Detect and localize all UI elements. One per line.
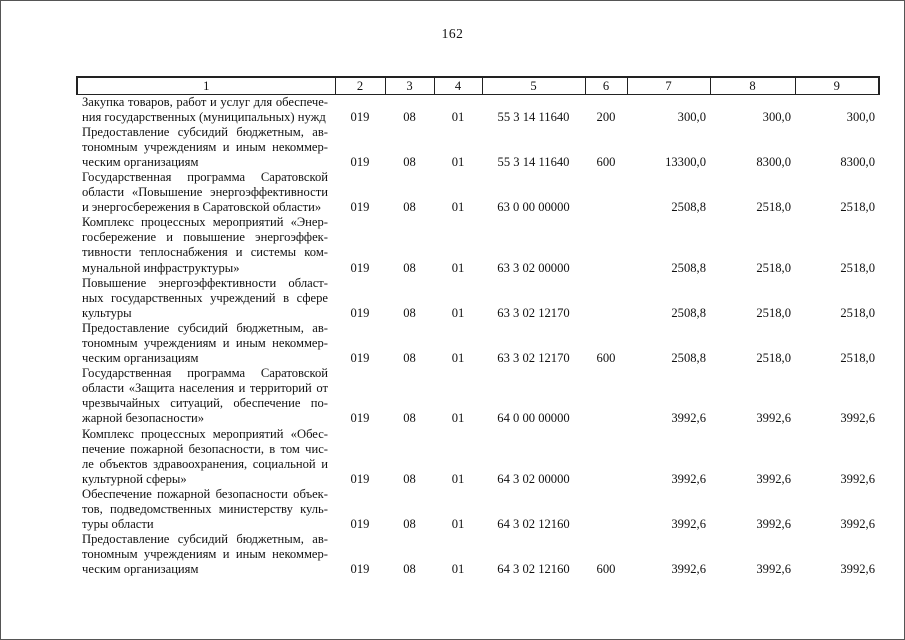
cell-name: [77, 487, 335, 532]
cell-grbs-code: 019: [350, 562, 370, 577]
cell-target-article-code: 63 3 02 00000: [497, 260, 570, 275]
cell-expense-type-code: [585, 215, 627, 275]
name-line: области «Защита населения и территорий от: [82, 381, 328, 396]
cell-target-article-code: 55 3 14 11640: [497, 154, 570, 169]
cell-name: [77, 170, 335, 215]
name-line: ческим организациям: [82, 154, 199, 169]
name-line: тов, подведомственных министерству куль-: [82, 502, 328, 517]
cell-amount-year3: 3992,6: [840, 411, 875, 426]
cell-amount-year1: 3992,6: [671, 562, 706, 577]
cell-amount-year3: 8300,0: [840, 154, 875, 169]
cell-section-code: 08: [403, 109, 416, 124]
cell-expense-type-code: [585, 487, 627, 532]
table-row: [77, 321, 879, 366]
cell-subsection-code: 01: [451, 154, 465, 169]
cell-amount-year2: 2518,0: [756, 351, 791, 366]
cell-amount-year1: 2508,8: [671, 200, 706, 215]
cell-amount-year2: 3992,6: [756, 562, 791, 577]
name-line: ческим организациям: [82, 351, 199, 366]
cell-name: [77, 366, 335, 426]
name-line: Предоставление субсидий бюджетным, ав-: [82, 532, 328, 547]
table-row: [77, 532, 879, 577]
cell-amount-year3: 3992,6: [840, 471, 875, 486]
name-line: ле объектов здравоохранения, социальной и: [82, 456, 328, 471]
cell-amount-year1: 3992,6: [671, 411, 706, 426]
name-line: Комплекс процессных мероприятий «Энер-: [82, 215, 328, 230]
name-line: Повышение энергоэффективности област-: [82, 275, 328, 290]
cell-target-article-code: 63 0 00 00000: [497, 200, 570, 215]
table-header: [77, 77, 879, 94]
name-line: Обеспечение пожарной безопасности объек-: [82, 486, 328, 501]
cell-name: [77, 215, 335, 275]
name-line: Комплекс процессных мероприятий «Обес-: [82, 426, 328, 441]
cell-amount-year2: 2518,0: [756, 200, 791, 215]
cell-amount-year1: 3992,6: [671, 471, 706, 486]
cell-expense-type-code: [585, 427, 627, 487]
cell-section-code: 08: [403, 411, 416, 426]
name-line: туры области: [82, 517, 154, 532]
name-line: культуры: [82, 305, 132, 320]
cell-target-article-code: 64 3 02 00000: [497, 471, 570, 486]
cell-expense-type-code: 600: [596, 562, 616, 577]
cell-expense-type-code: 600: [596, 351, 616, 366]
cell-grbs-code: 019: [350, 154, 370, 169]
name-line: культурной сферы»: [82, 471, 187, 486]
header-col-2: 2: [335, 77, 385, 94]
table-row: [77, 427, 879, 487]
cell-target-article-code: 64 3 02 12160: [497, 517, 570, 532]
cell-name: [77, 321, 335, 366]
cell-section-code: 08: [403, 351, 416, 366]
cell-subsection-code: 01: [451, 260, 465, 275]
cell-amount-year2: 3992,6: [756, 471, 791, 486]
table-row: [77, 487, 879, 532]
budget-table: [76, 76, 880, 578]
cell-target-article-code: 55 3 14 11640: [497, 109, 570, 124]
cell-grbs-code: 019: [350, 260, 370, 275]
cell-grbs-code: 019: [350, 200, 370, 215]
table-row: [77, 276, 879, 321]
name-line: Предоставление субсидий бюджетным, ав-: [82, 124, 328, 139]
header-col-1: 1: [77, 77, 335, 94]
name-line: мунальной инфраструктуры»: [82, 260, 240, 275]
header-col-4: 4: [434, 77, 482, 94]
cell-name: [77, 532, 335, 577]
cell-grbs-code: 019: [350, 471, 370, 486]
cell-subsection-code: 01: [451, 411, 465, 426]
cell-expense-type-code: 600: [596, 154, 616, 169]
cell-amount-year2: 3992,6: [756, 411, 791, 426]
header-col-8: 8: [710, 77, 795, 94]
name-line: тономным учреждениям и иным некоммер-: [82, 547, 328, 562]
table-row: [77, 125, 879, 170]
header-col-5: 5: [482, 77, 585, 94]
cell-target-article-code: 64 0 00 00000: [497, 411, 570, 426]
name-line: Закупка товаров, работ и услуг для обеспече-: [82, 94, 328, 109]
cell-amount-year1: 2508,8: [671, 351, 706, 366]
cell-section-code: 08: [403, 305, 416, 320]
header-col-6: 6: [585, 77, 627, 94]
table-row: [77, 170, 879, 215]
name-line: печение пожарной безопасности, в том чис-: [82, 441, 328, 456]
cell-expense-type-code: [585, 366, 627, 426]
cell-amount-year1: 3992,6: [671, 517, 706, 532]
cell-amount-year1: 300,0: [677, 109, 706, 124]
cell-expense-type-code: 200: [596, 109, 616, 124]
cell-grbs-code: 019: [350, 411, 370, 426]
header-row: [77, 77, 879, 94]
name-line: Государственная программа Саратовской: [82, 169, 328, 184]
cell-grbs-code: 019: [350, 305, 370, 320]
name-line: жарной безопасности»: [82, 411, 205, 426]
name-line: и энергосбережения в Саратовской области»: [82, 200, 322, 215]
table-row: [77, 366, 879, 426]
table-row: [77, 215, 879, 275]
cell-section-code: 08: [403, 200, 416, 215]
cell-amount-year2: 300,0: [762, 109, 791, 124]
cell-amount-year3: 2518,0: [840, 305, 875, 320]
cell-grbs-code: 019: [350, 351, 370, 366]
name-line: Предоставление субсидий бюджетным, ав-: [82, 320, 328, 335]
cell-subsection-code: 01: [451, 517, 465, 532]
cell-subsection-code: 01: [451, 562, 465, 577]
cell-amount-year2: 3992,6: [756, 517, 791, 532]
cell-amount-year1: 2508,8: [671, 260, 706, 275]
cell-section-code: 08: [403, 562, 416, 577]
header-col-9: 9: [795, 77, 879, 94]
table-row: [77, 94, 879, 125]
cell-subsection-code: 01: [451, 200, 465, 215]
table-body: [77, 94, 879, 578]
cell-amount-year3: 2518,0: [840, 351, 875, 366]
cell-amount-year2: 2518,0: [756, 260, 791, 275]
cell-subsection-code: 01: [451, 305, 465, 320]
name-line: ных государственных учреждений в сфере: [82, 290, 328, 305]
cell-grbs-code: 019: [350, 109, 370, 124]
cell-section-code: 08: [403, 154, 416, 169]
cell-subsection-code: 01: [451, 471, 465, 486]
cell-amount-year3: 3992,6: [840, 562, 875, 577]
name-line: области «Повышение энергоэффективности: [82, 185, 328, 200]
name-line: Государственная программа Саратовской: [82, 366, 328, 381]
cell-amount-year1: 2508,8: [671, 305, 706, 320]
name-line: тивности теплоснабжения и системы ком-: [82, 245, 328, 260]
cell-target-article-code: 63 3 02 12170: [497, 351, 570, 366]
header-col-3: 3: [385, 77, 434, 94]
cell-expense-type-code: [585, 276, 627, 321]
cell-target-article-code: 63 3 02 12170: [497, 305, 570, 320]
cell-amount-year2: 8300,0: [756, 154, 791, 169]
cell-name: [77, 276, 335, 321]
cell-amount-year3: 2518,0: [840, 260, 875, 275]
page-number: 162: [441, 26, 464, 41]
cell-amount-year2: 2518,0: [756, 305, 791, 320]
cell-subsection-code: 01: [451, 351, 465, 366]
cell-name: [77, 125, 335, 170]
header-col-7: 7: [627, 77, 710, 94]
cell-amount-year1: 13300,0: [665, 154, 706, 169]
cell-amount-year3: 2518,0: [840, 200, 875, 215]
cell-amount-year3: 3992,6: [840, 517, 875, 532]
cell-section-code: 08: [403, 471, 416, 486]
cell-section-code: 08: [403, 517, 416, 532]
cell-section-code: 08: [403, 260, 416, 275]
cell-expense-type-code: [585, 170, 627, 215]
cell-name: [77, 427, 335, 487]
cell-target-article-code: 64 3 02 12160: [497, 562, 570, 577]
name-line: ния государственных (муниципальных) нужд: [82, 109, 326, 124]
name-line: тономным учреждениям и иным некоммер-: [82, 139, 328, 154]
cell-name: [77, 94, 335, 125]
cell-grbs-code: 019: [350, 517, 370, 532]
cell-amount-year3: 300,0: [846, 109, 875, 124]
name-line: тономным учреждениям и иным некоммер-: [82, 336, 328, 350]
cell-subsection-code: 01: [451, 109, 465, 124]
name-line: госбережение и повышение энергоэффек-: [82, 230, 328, 245]
name-line: ческим организациям: [82, 562, 199, 577]
name-line: чрезвычайных ситуаций, обеспечение по-: [82, 396, 328, 411]
